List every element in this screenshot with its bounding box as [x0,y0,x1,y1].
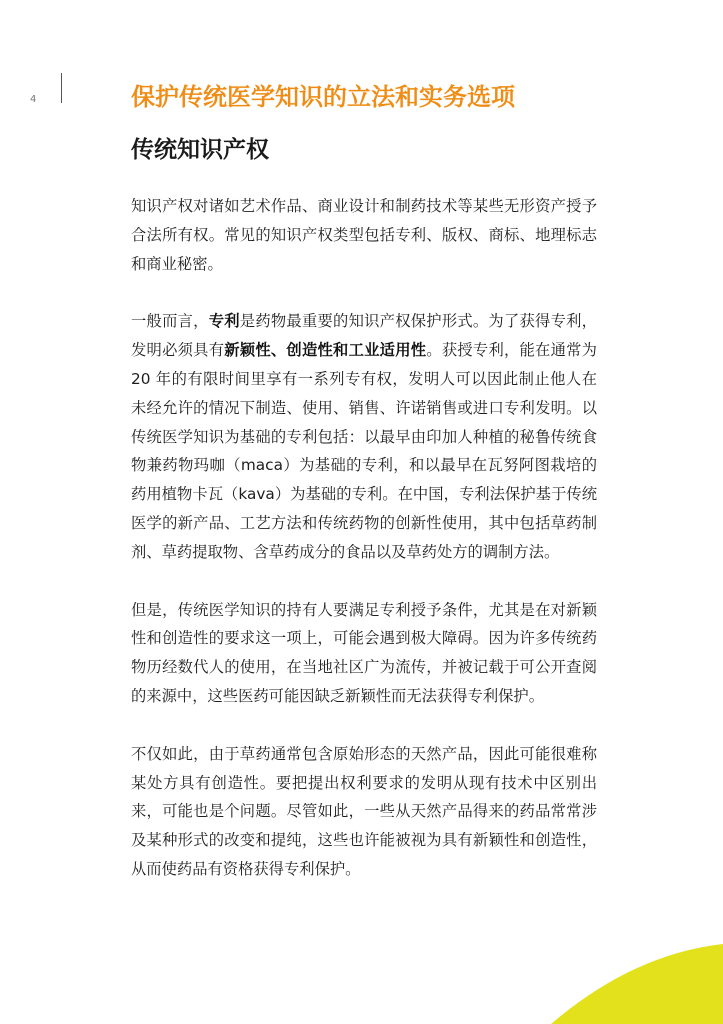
paragraph-ip-definition [131,192,597,278]
paragraph-patents [131,307,597,566]
corner-yellow-shape [551,944,723,1024]
corner-decoration [523,944,723,1024]
body-text [131,192,597,913]
text-segment: 一般而言， [131,312,209,331]
paragraph-obstacles [131,596,597,711]
text-segment: 不仅如此，由于草药通常包含原始形态的天然产品，因此可能很难称某处方具有创造性。要把提出权利要求的发明从现有技术中区别出来，可能也是个问题。尽管如此，一些从天然产品得来的药品常常涉及某种形式的改变和提纯，这些也许能被视为具有新颖性和创造性，从而使药品有资格获得专利保护。 [131,744,597,878]
margin-divider [61,73,62,103]
section-title: 保护传统医学知识的立法和实务选项 [131,83,515,111]
subtitle: 传统知识产权 [131,137,269,163]
bold-term-criteria: 新颖性、创造性和工业适用性 [224,341,427,360]
text-segment: 但是，传统医学知识的持有人要满足专利授予条件，尤其是在对新颖性和创造性的要求这一项上，可能会遇到极大障碍。因为许多传统药物历经数代人的使用，在当地社区广为流传，并被记载于可公开查阅的来源中，这些医药可能因缺乏新颖性而无法获得专利保护。 [131,600,597,705]
paragraph-inventiveness [131,740,597,884]
text-segment: 。获授专利，能在通常为 20 年的有限时间里享有一系列专有权，发明人可以因此制止他人在未经允许的情况下制造、使用、销售、许诺销售或进口专利发明。以传统医学知识为基础的专利包括：以最早由印加人种植的秘鲁传统食物兼药物玛咖（maca）为基础的专利，和以最早在瓦努阿图栽培的药用植物卡瓦（kava）为基础的专利。在中国，专利法保护基于传统医学的新产品、工艺方法和传统药物的创新性使用，其中包括草药制剂、草药提取物、含草药成分的食品以及草药处方的调制方法。 [131,341,597,561]
page-number: 4 [30,94,37,105]
text-segment: 知识产权对诸如艺术作品、商业设计和制药技术等某些无形资产授予合法所有权。常见的知识产权类型包括专利、版权、商标、地理标志和商业秘密。 [131,197,597,273]
bold-term-patent: 专利 [208,312,240,331]
text-segment: 是药物最重要的知识产权保护形式。为了获得专利，发明必须具有 [131,312,597,360]
